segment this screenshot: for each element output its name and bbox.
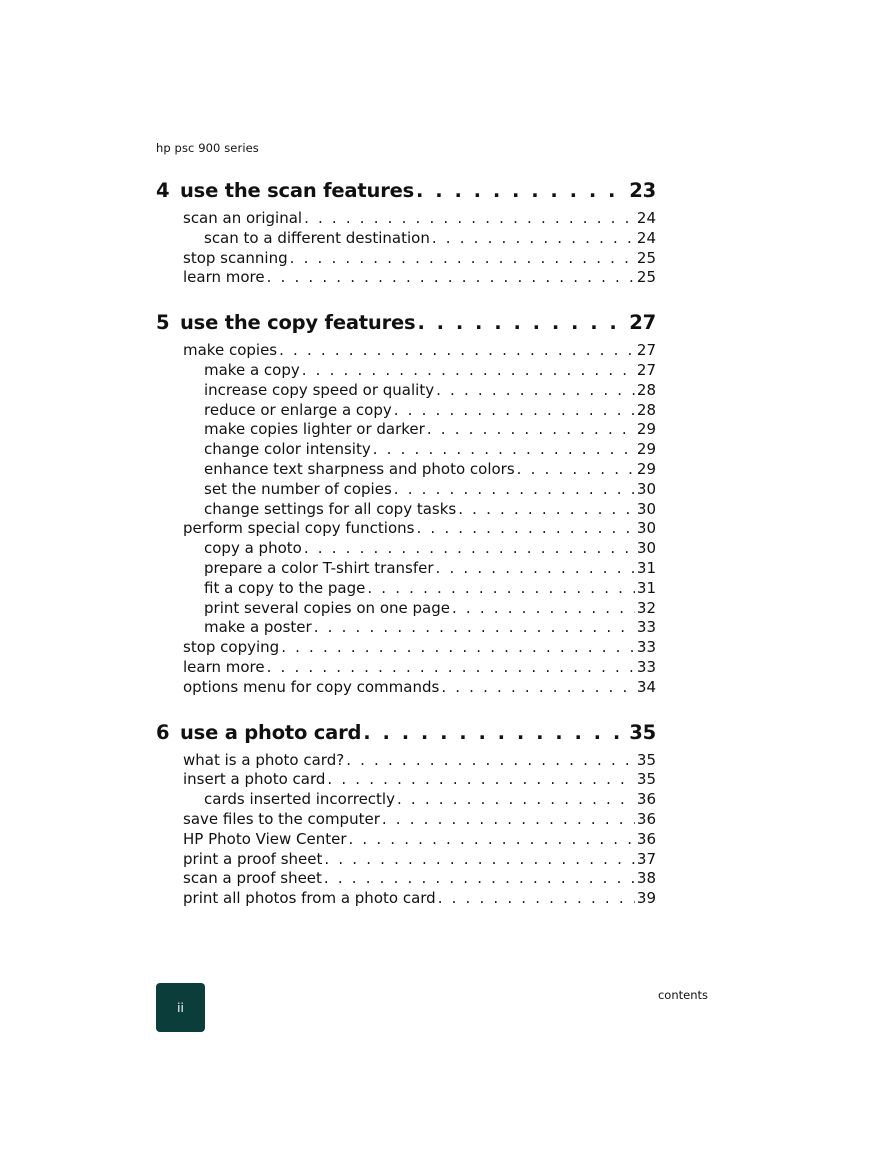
toc-chapter-heading[interactable]: [156, 308, 656, 338]
dot-leader: [382, 810, 635, 830]
dot-leader: [346, 751, 635, 771]
toc-entry-page-number: 37: [636, 849, 656, 868]
dot-leader: [416, 519, 634, 539]
chapter-number: 4: [156, 179, 170, 202]
toc-entry-page-number: 33: [636, 638, 656, 657]
toc-entry[interactable]: [156, 790, 656, 810]
page-number-tab: [156, 983, 205, 1032]
toc-entry-title: increase copy speed or quality: [204, 380, 435, 399]
toc-entry-list: [156, 209, 656, 288]
chapter-page-number: 35: [629, 720, 656, 744]
toc-entry-title: make copies: [183, 341, 278, 360]
toc-entry-page-number: 35: [636, 750, 656, 769]
toc-entry-title: prepare a color T-shirt transfer: [204, 558, 434, 577]
toc-entry-page-number: 30: [636, 499, 656, 518]
toc-entry-title: set the number of copies: [204, 479, 392, 498]
toc-entry[interactable]: [156, 420, 656, 440]
dot-leader: [427, 420, 635, 440]
toc-chapter: [156, 176, 656, 288]
dot-leader: [314, 618, 635, 638]
toc-entry-title: print several copies on one page: [204, 598, 450, 617]
toc-entry-page-number: 24: [636, 209, 656, 227]
chapter-page-number: 23: [629, 179, 656, 202]
toc-entry-page-number: 31: [636, 558, 656, 577]
toc-chapter: [156, 718, 656, 909]
dot-leader: [279, 341, 635, 361]
toc-entry-page-number: 29: [636, 459, 656, 478]
toc-entry-title: make a poster: [204, 618, 312, 637]
toc-entry-title: insert a photo card: [183, 770, 326, 789]
dot-leader: [324, 850, 635, 870]
toc-entry-title: change settings for all copy tasks: [204, 499, 457, 518]
toc-entry-page-number: 28: [636, 380, 656, 399]
dot-leader: [436, 381, 635, 401]
toc-entry[interactable]: [156, 229, 656, 249]
toc-entry-title: make a copy: [204, 360, 300, 379]
toc-entry-title: make copies lighter or darker: [204, 420, 425, 439]
running-head: hp psc 900 series: [156, 141, 259, 155]
toc-entry-title: reduce or enlarge a copy: [204, 400, 392, 419]
toc-entry[interactable]: [156, 249, 656, 269]
dot-leader: [397, 790, 635, 810]
toc-entry-title: save files to the computer: [183, 809, 380, 828]
toc-entry-title: cards inserted incorrectly: [204, 790, 395, 809]
toc-entry-title: scan an original: [183, 209, 303, 227]
dot-leader: [324, 869, 635, 889]
toc-entry[interactable]: [156, 751, 656, 771]
dot-leader: [458, 500, 635, 520]
toc-entry-title: stop copying: [183, 638, 280, 657]
dot-leader: [267, 268, 635, 288]
toc-entry[interactable]: [156, 810, 656, 830]
dot-leader: [416, 176, 627, 206]
dot-leader: [367, 579, 635, 599]
toc-entry-title: perform special copy functions: [183, 519, 415, 538]
toc-entry[interactable]: [156, 889, 656, 909]
toc-entry-list: [156, 341, 656, 697]
toc-entry-page-number: 31: [636, 578, 656, 597]
toc-entry-page-number: 30: [636, 539, 656, 558]
toc-entry-title: what is a photo card?: [183, 750, 345, 769]
toc-entry[interactable]: [156, 678, 656, 698]
toc-entry[interactable]: [156, 480, 656, 500]
toc-entry-title: enhance text sharpness and photo colors: [204, 459, 515, 478]
toc-entry[interactable]: [156, 500, 656, 520]
toc-chapter: [156, 308, 656, 697]
dot-leader: [441, 678, 635, 698]
toc-entry-page-number: 33: [636, 618, 656, 637]
toc-entry-title: copy a photo: [204, 539, 302, 558]
toc-entry-list: [156, 751, 656, 909]
dot-leader: [327, 770, 635, 790]
table-of-contents: [156, 176, 656, 929]
toc-entry[interactable]: [156, 519, 656, 539]
toc-entry[interactable]: [156, 599, 656, 619]
dot-leader: [417, 308, 627, 338]
toc-entry[interactable]: [156, 830, 656, 850]
toc-entry-page-number: 24: [636, 228, 656, 247]
toc-entry[interactable]: [156, 770, 656, 790]
toc-chapter-heading[interactable]: [156, 718, 656, 748]
dot-leader: [373, 440, 635, 460]
toc-entry[interactable]: [156, 401, 656, 421]
toc-entry-title: fit a copy to the page: [204, 578, 366, 597]
toc-entry-page-number: 25: [636, 248, 656, 267]
toc-entry-title: change color intensity: [204, 440, 371, 459]
dot-leader: [304, 539, 635, 559]
toc-entry-page-number: 36: [636, 809, 656, 828]
toc-chapter-heading[interactable]: [156, 176, 656, 206]
toc-entry-title: stop scanning: [183, 248, 288, 267]
chapter-number: 5: [156, 311, 170, 335]
toc-entry[interactable]: [156, 440, 656, 460]
toc-entry-page-number: 29: [636, 420, 656, 439]
chapter-title: use the scan features: [180, 179, 415, 202]
chapter-title: use the copy features: [180, 311, 416, 335]
toc-entry[interactable]: [156, 638, 656, 658]
toc-entry-page-number: 35: [636, 770, 656, 789]
toc-entry-page-number: 33: [636, 657, 656, 676]
toc-entry[interactable]: [156, 361, 656, 381]
toc-entry-page-number: 29: [636, 440, 656, 459]
toc-entry-title: scan a proof sheet: [183, 869, 322, 888]
dot-leader: [436, 559, 635, 579]
toc-entry-title: learn more: [183, 268, 265, 287]
chapter-title: use a photo card: [180, 720, 362, 744]
toc-entry[interactable]: [156, 618, 656, 638]
toc-entry[interactable]: [156, 268, 656, 288]
toc-entry-page-number: 27: [636, 341, 656, 360]
toc-entry-title: learn more: [183, 657, 265, 676]
toc-entry[interactable]: [156, 381, 656, 401]
toc-entry-page-number: 36: [636, 790, 656, 809]
toc-entry[interactable]: [156, 460, 656, 480]
dot-leader: [517, 460, 635, 480]
toc-entry-page-number: 30: [636, 519, 656, 538]
toc-entry[interactable]: [156, 341, 656, 361]
dot-leader: [394, 401, 635, 421]
dot-leader: [363, 718, 627, 748]
chapter-page-number: 27: [629, 311, 656, 335]
dot-leader: [432, 229, 635, 249]
dot-leader: [281, 638, 635, 658]
toc-entry-title: options menu for copy commands: [183, 677, 440, 696]
toc-entry-page-number: 34: [636, 677, 656, 696]
toc-entry[interactable]: [156, 539, 656, 559]
toc-entry-page-number: 39: [636, 889, 656, 908]
toc-entry[interactable]: [156, 850, 656, 870]
dot-leader: [302, 361, 635, 381]
toc-entry-page-number: 27: [636, 360, 656, 379]
toc-entry-title: print a proof sheet: [183, 849, 323, 868]
toc-entry-page-number: 28: [636, 400, 656, 419]
toc-entry[interactable]: [156, 579, 656, 599]
dot-leader: [290, 249, 635, 269]
toc-entry-page-number: 25: [636, 268, 656, 287]
section-footer: contents: [657, 988, 708, 1002]
toc-entry[interactable]: [156, 658, 656, 678]
chapter-number: 6: [156, 720, 170, 744]
toc-entry[interactable]: [156, 559, 656, 579]
toc-entry-page-number: 32: [636, 598, 656, 617]
toc-entry-title: print all photos from a photo card: [183, 889, 436, 908]
dot-leader: [438, 889, 635, 909]
dot-leader: [267, 658, 635, 678]
toc-entry-title: scan to a different destination: [204, 228, 430, 247]
toc-entry-page-number: 36: [636, 829, 656, 848]
page-number: ii: [177, 1000, 184, 1015]
toc-entry-page-number: 38: [636, 869, 656, 888]
dot-leader: [349, 830, 635, 850]
toc-entry-title: HP Photo View Center: [183, 829, 347, 848]
toc-entry[interactable]: [156, 209, 656, 229]
dot-leader: [304, 209, 635, 229]
dot-leader: [394, 480, 635, 500]
dot-leader: [452, 599, 635, 619]
toc-entry-page-number: 30: [636, 479, 656, 498]
toc-entry[interactable]: [156, 869, 656, 889]
